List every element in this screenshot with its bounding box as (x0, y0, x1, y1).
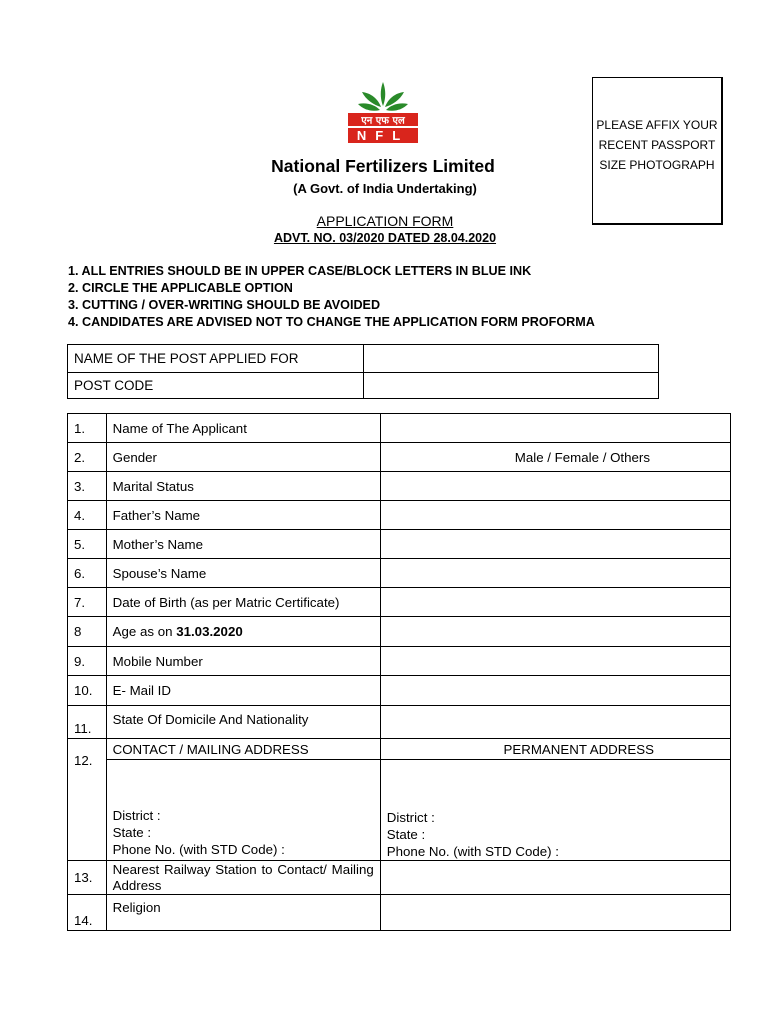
table-row: 1. Name of The Applicant (68, 414, 731, 443)
railway-station-label: Nearest Railway Station to Contact/ Mailing Address (106, 861, 380, 895)
spouse-name-input[interactable] (380, 559, 730, 588)
post-code-label: POST CODE (68, 373, 364, 399)
logo-nfl-text: NFL (356, 128, 410, 143)
gender-options[interactable]: Male / Female / Others (380, 443, 730, 472)
dob-input[interactable] (380, 588, 730, 617)
instruction-item: 4. CANDIDATES ARE ADVISED NOT TO CHANGE THE APPLICATION FORM PROFORMA (68, 315, 595, 329)
father-name-label: Father’s Name (106, 501, 380, 530)
age-input[interactable] (380, 617, 730, 647)
gender-label: Gender (106, 443, 380, 472)
marital-status-label: Marital Status (106, 472, 380, 501)
permanent-address-input[interactable]: District : State : Phone No. (with STD Code) : (380, 760, 730, 861)
contact-address-label: CONTACT / MAILING ADDRESS (106, 739, 380, 760)
mobile-label: Mobile Number (106, 647, 380, 676)
table-row: 4. Father’s Name (68, 501, 731, 530)
post-applied-label: NAME OF THE POST APPLIED FOR (68, 345, 364, 373)
post-code-input[interactable] (364, 373, 659, 399)
leaf-icon (358, 82, 408, 111)
religion-label: Religion (106, 895, 380, 931)
org-subtitle: (A Govt. of India Undertaking) (293, 181, 477, 196)
table-row: 5. Mother’s Name (68, 530, 731, 559)
table-row: 12. CONTACT / MAILING ADDRESS PERMANENT ADDRESS (68, 739, 731, 760)
applicant-name-label: Name of The Applicant (106, 414, 380, 443)
mother-name-input[interactable] (380, 530, 730, 559)
form-title: APPLICATION FORM (316, 213, 454, 229)
email-input[interactable] (380, 676, 730, 706)
photo-instructions: PLEASE AFFIX YOUR RECENT PASSPORT SIZE PHOTOGRAPH (596, 118, 718, 172)
mobile-input[interactable] (380, 647, 730, 676)
org-name: National Fertilizers Limited (271, 156, 495, 176)
email-label: E- Mail ID (106, 676, 380, 706)
table-row (68, 760, 731, 861)
table-row: 8 Age as on 31.03.2020 (68, 617, 731, 647)
spouse-name-label: Spouse’s Name (106, 559, 380, 588)
table-row: 10. E- Mail ID (68, 676, 731, 706)
railway-station-input[interactable] (380, 861, 730, 895)
instructions-list (68, 263, 595, 331)
mother-name-label: Mother’s Name (106, 530, 380, 559)
contact-address-input[interactable]: District : State : Phone No. (with STD Code) : (106, 760, 380, 861)
domicile-label: State Of Domicile And Nationality (106, 706, 380, 739)
photo-box (592, 77, 723, 225)
age-label: Age as on 31.03.2020 (106, 617, 380, 647)
dob-label: Date of Birth (as per Matric Certificate) (106, 588, 380, 617)
applicant-name-input[interactable] (380, 414, 730, 443)
father-name-input[interactable] (380, 501, 730, 530)
instruction-item: 3. CUTTING / OVER-WRITING SHOULD BE AVOIDED (68, 298, 381, 312)
nfl-logo (344, 76, 422, 146)
instruction-item: 1. ALL ENTRIES SHOULD BE IN UPPER CASE/BLOCK LETTERS IN BLUE INK (68, 264, 532, 278)
religion-input[interactable] (380, 895, 730, 931)
table-row: 2. Gender Male / Female / Others (68, 443, 731, 472)
table-row: 14. Religion (68, 895, 731, 931)
post-applied-input[interactable] (364, 345, 659, 373)
instruction-item: 2. CIRCLE THE APPLICABLE OPTION (68, 281, 293, 295)
advertisement-number: ADVT. NO. 03/2020 DATED 28.04.2020 (273, 231, 497, 245)
applicant-details-table (67, 413, 731, 931)
post-table (67, 344, 659, 399)
logo-hindi-text: एन एफ एल (361, 115, 405, 127)
permanent-address-label: PERMANENT ADDRESS (380, 739, 730, 760)
table-row: 7. Date of Birth (as per Matric Certificate) (68, 588, 731, 617)
table-row: 9. Mobile Number (68, 647, 731, 676)
table-row: 6. Spouse’s Name (68, 559, 731, 588)
table-row: 13. Nearest Railway Station to Contact/ Mailing Address (68, 861, 731, 895)
table-row: 3. Marital Status (68, 472, 731, 501)
marital-status-input[interactable] (380, 472, 730, 501)
table-row: 11. State Of Domicile And Nationality (68, 706, 731, 739)
domicile-input[interactable] (380, 706, 730, 739)
